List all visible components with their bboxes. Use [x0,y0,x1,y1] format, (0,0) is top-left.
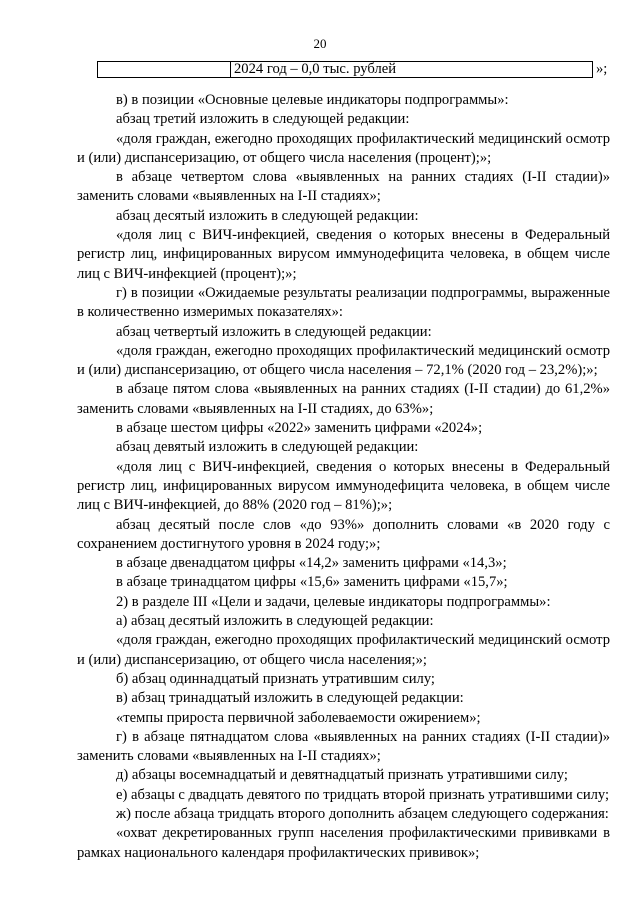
table-row [97,61,593,78]
paragraph: в абзаце шестом цифры «2022» заменить цифрами «2024»; [116,420,483,437]
paragraph: абзац десятый изложить в следующей редакции: [116,207,419,224]
paragraph: е) абзацы с двадцать девятого по тридцать второй признать утратившими силу; [116,786,610,803]
paragraph: в абзаце четвертом слова «выявленных на ранних стадиях (I-II стадии)» заменить словами «выявленных на I-II стадиях»; [77,169,610,205]
paragraph: а) абзац десятый изложить в следующей редакции: [116,613,434,630]
paragraph: в) абзац тринадцатый изложить в следующей редакции: [116,690,464,707]
table-cell-text: 2024 год – 0,0 тыс. рублей [234,61,397,77]
paragraph: в абзаце тринадцатом цифры «15,6» заменить цифрами «15,7»; [116,574,508,591]
paragraph: б) абзац одиннадцатый признать утратившим силу; [116,670,435,687]
paragraph: «доля граждан, ежегодно проходящих профилактический медицинский осмотр и (или) диспансеризацию, от общего числа населения;»; [77,632,610,668]
page-number: 20 [313,36,327,51]
paragraph: абзац третий изложить в следующей редакции: [116,111,410,128]
table-closing-quote: »; [596,61,608,77]
paragraph: 2) в разделе III «Цели и задачи, целевые индикаторы подпрограммы»: [116,593,551,610]
table-cell-empty [98,62,231,77]
paragraph: абзац четвертый изложить в следующей редакции: [116,323,432,340]
paragraph: «охват декретированных групп населения профилактическими прививками в рамках национального календаря профилактических прививок»; [77,825,610,861]
paragraph: в абзаце пятом слова «выявленных на ранних стадиях (I-II стадии) до 61,2%» заменить словами «выявленных на I-II стадиях, до 63%»; [77,381,610,417]
paragraph: «темпы прироста первичной заболеваемости ожирением»; [116,709,481,726]
paragraph: абзац девятый изложить в следующей редакции: [116,439,419,456]
paragraph: «доля граждан, ежегодно проходящих профилактический медицинский осмотр и (или) диспансеризацию, от общего числа населения – 72,1% (2020 год – 23,2%);»; [77,342,610,379]
paragraph: «доля граждан, ежегодно проходящих профилактический медицинский осмотр и (или) диспансеризацию, от общего числа населения (процент);»; [77,130,610,166]
paragraph: г) в абзаце пятнадцатом слова «выявленных на ранних стадиях (I-II стадии)» заменить словами «выявленных на I-II стадиях»; [77,728,610,765]
paragraph: г) в позиции «Ожидаемые результаты реализации подпрограммы, выраженные в количественно измеримых показателях»: [77,284,610,321]
paragraph: ж) после абзаца тридцать второго дополнить абзацем следующего содержания: [116,805,609,822]
paragraph: абзац десятый после слов «до 93%» дополнить словами «в 2020 году с сохранением достигнутого уровня в 2024 году;»; [77,516,610,552]
paragraph: «доля лиц с ВИЧ-инфекцией, сведения о которых внесены в Федеральный регистр лиц, инфицированных вирусом иммунодефицита человека, в общем числе лиц с ВИЧ-инфекцией (процент);»; [77,227,610,282]
paragraph: в абзаце двенадцатом цифры «14,2» заменить цифрами «14,3»; [116,555,507,572]
paragraph: в) в позиции «Основные целевые индикаторы подпрограммы»: [116,92,509,108]
paragraph: д) абзацы восемнадцатый и девятнадцатый признать утратившими силу; [116,767,568,784]
document-body [77,91,610,863]
paragraph: «доля лиц с ВИЧ-инфекцией, сведения о которых внесены в Федеральный регистр лиц, инфицированных вирусом иммунодефицита человека, в общем числе лиц с ВИЧ-инфекцией, до 88% (2020 год – 81%);»; [77,458,610,514]
